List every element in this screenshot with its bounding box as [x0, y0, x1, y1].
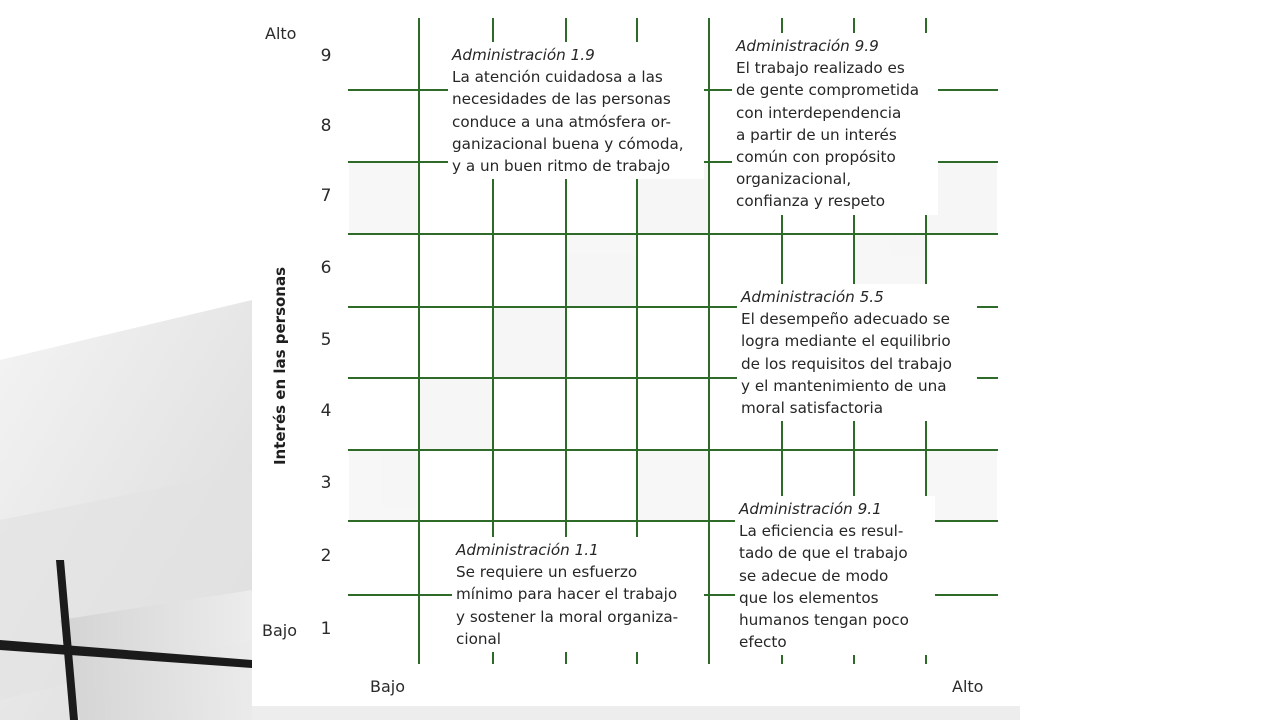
y-axis-title: Interés en las personas: [271, 266, 289, 466]
style-line: El trabajo realizado es: [736, 59, 905, 78]
style-line: La atención cuidadosa a las: [452, 68, 663, 87]
style-box-9-1: [735, 496, 935, 655]
y-tick-7: 7: [320, 186, 332, 206]
style-box-1-1: [452, 537, 704, 652]
style-line: a partir de un interés: [736, 125, 897, 144]
y-axis-high-label: Alto: [265, 24, 297, 43]
style-line: tado de que el trabajo: [739, 544, 908, 563]
style-line: que los elementos: [739, 588, 879, 607]
style-line: confianza y respeto: [736, 192, 886, 211]
style-title-1-9: Administración 1.9: [452, 46, 595, 64]
y-axis-low-label: Bajo: [262, 621, 298, 640]
y-tick-4: 4: [320, 401, 332, 421]
y-tick-2: 2: [320, 546, 332, 566]
style-line: humanos tengan poco: [739, 611, 909, 630]
style-line: con interdependencia: [736, 103, 902, 122]
y-tick-9: 9: [320, 46, 332, 66]
style-line: mínimo para hacer el trabajo: [456, 585, 678, 604]
style-line: La eficiencia es resul-: [739, 522, 904, 541]
style-line: y sostener la moral organiza-: [456, 607, 679, 626]
style-line: ganizacional buena y cómoda,: [452, 134, 684, 153]
style-line: cional: [456, 629, 502, 648]
style-line: de los requisitos del trabajo: [741, 354, 952, 373]
y-tick-3: 3: [320, 473, 332, 493]
style-title-9-9: Administración 9.9: [736, 37, 879, 55]
style-line: de gente comprometida: [736, 81, 920, 100]
style-title-5-5: Administración 5.5: [741, 288, 884, 306]
style-line: logra mediante el equilibrio: [741, 332, 951, 351]
style-line: y el mantenimiento de una: [741, 376, 947, 395]
style-title-9-1: Administración 9.1: [739, 500, 882, 518]
style-line: necesidades de las personas: [452, 90, 671, 109]
y-tick-8: 8: [320, 116, 332, 136]
style-line: moral satisfactoria: [741, 399, 884, 418]
style-line: Se requiere un esfuerzo: [456, 563, 638, 582]
y-tick-6: 6: [320, 258, 332, 278]
x-axis-low-label: Bajo: [370, 677, 406, 696]
style-line: El desempeño adecuado se: [741, 310, 950, 329]
style-box-9-9: [732, 33, 938, 215]
style-line: organizacional,: [736, 170, 852, 189]
style-line: efecto: [739, 633, 787, 652]
style-line: se adecue de modo: [739, 566, 889, 585]
style-title-1-1: Administración 1.1: [456, 541, 599, 559]
y-tick-5: 5: [320, 330, 332, 350]
x-axis-high-label: Alto: [952, 677, 984, 696]
style-line: y a un buen ritmo de trabajo: [452, 157, 671, 176]
style-line: conduce a una atmósfera or-: [452, 112, 671, 131]
y-tick-1: 1: [320, 619, 332, 639]
style-box-5-5: [737, 284, 977, 421]
style-line: común con propósito: [736, 148, 896, 167]
style-box-1-9: [448, 42, 704, 179]
